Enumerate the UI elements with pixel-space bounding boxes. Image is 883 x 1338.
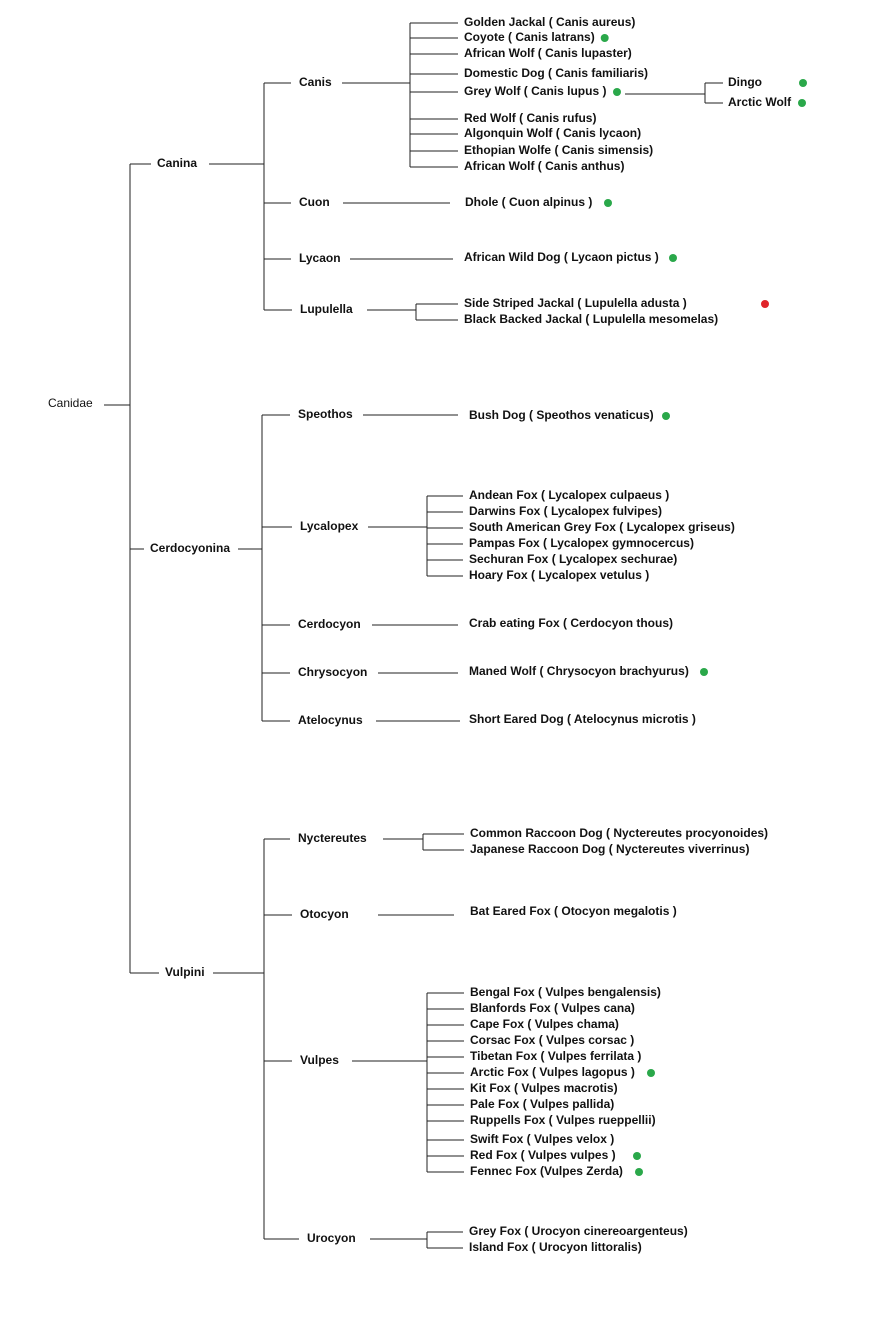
genus-lycaon-label: Lycaon (299, 251, 341, 266)
genus-urocyon-label: Urocyon (307, 1231, 356, 1246)
species-coyote-label: Coyote ( Canis latrans) (464, 30, 595, 45)
genus-canis-label: Canis (299, 75, 332, 90)
species-golden-jackal-label: Golden Jackal ( Canis aureus) (464, 15, 636, 30)
subspecies-dingo-label: Dingo (728, 75, 762, 90)
species-blanfords-fox-label: Blanfords Fox ( Vulpes cana) (470, 1001, 635, 1016)
species-african-wild-dog-green-status-dot (669, 254, 677, 262)
species-darwins-fox-label: Darwins Fox ( Lycalopex fulvipes) (469, 504, 662, 519)
species-african-wolf-label: African Wolf ( Canis anthus) (464, 159, 625, 174)
genus-lycalopex-label: Lycalopex (300, 519, 359, 534)
genus-chrysocyon-label: Chrysocyon (298, 665, 368, 680)
species-corsac-fox-label: Corsac Fox ( Vulpes corsac ) (470, 1033, 635, 1048)
species-japanese-raccoon-dog-label: Japanese Raccoon Dog ( Nyctereutes viverrinus) (470, 842, 750, 857)
species-swift-fox-label: Swift Fox ( Vulpes velox ) (470, 1132, 615, 1147)
species-african-wolf-label: African Wolf ( Canis lupaster) (464, 46, 632, 61)
species-fennec-fox-green-status-dot (635, 1168, 643, 1176)
genus-vulpes-label: Vulpes (300, 1053, 339, 1068)
genus-cuon-label: Cuon (299, 195, 330, 210)
species-cape-fox-label: Cape Fox ( Vulpes chama) (470, 1017, 619, 1032)
species-dhole-green-status-dot (604, 199, 612, 207)
species-side-striped-jackal-red-status-dot (761, 300, 769, 308)
species-ruppells-fox-label: Ruppells Fox ( Vulpes rueppellii) (470, 1113, 656, 1128)
species-algonquin-wolf-label: Algonquin Wolf ( Canis lycaon) (464, 126, 642, 141)
species-arctic-fox-green-status-dot (647, 1069, 655, 1077)
species-sechuran-fox-label: Sechuran Fox ( Lycalopex sechurae) (469, 552, 678, 567)
subspecies-dingo-green-status-dot (799, 79, 807, 87)
species-african-wild-dog-label: African Wild Dog ( Lycaon pictus ) (464, 250, 659, 265)
species-black-backed-jackal-label: Black Backed Jackal ( Lupulella mesomelas) (464, 312, 719, 327)
species-south-american-grey-fox-label: South American Grey Fox ( Lycalopex griseus) (469, 520, 735, 535)
species-domestic-dog-label: Domestic Dog ( Canis familiaris) (464, 66, 649, 81)
genus-cerdocyon-label: Cerdocyon (298, 617, 361, 632)
species-maned-wolf-green-status-dot (700, 668, 708, 676)
subtribe-vulpini-label: Vulpini (165, 965, 205, 980)
species-pampas-fox-label: Pampas Fox ( Lycalopex gymnocercus) (469, 536, 694, 551)
species-red-wolf-label: Red Wolf ( Canis rufus) (464, 111, 597, 126)
species-crab-eating-fox-label: Crab eating Fox ( Cerdocyon thous) (469, 616, 674, 631)
species-kit-fox-label: Kit Fox ( Vulpes macrotis) (470, 1081, 618, 1096)
genus-speothos-label: Speothos (298, 407, 353, 422)
root-label: Canidae (48, 396, 93, 411)
subspecies-arctic-wolf-green-status-dot (798, 99, 806, 107)
subtribe-cerdocyonina-label: Cerdocyonina (150, 541, 231, 556)
species-andean-fox-label: Andean Fox ( Lycalopex culpaeus ) (469, 488, 670, 503)
species-bush-dog-green-status-dot (662, 412, 670, 420)
species-coyote-green-status-dot (601, 34, 609, 42)
species-grey-wolf-label: Grey Wolf ( Canis lupus ) (464, 84, 607, 99)
species-hoary-fox-label: Hoary Fox ( Lycalopex vetulus ) (469, 568, 650, 583)
species-ethopian-wolfe-label: Ethopian Wolfe ( Canis simensis) (464, 143, 654, 158)
genus-lupulella-label: Lupulella (300, 302, 353, 317)
species-short-eared-dog-label: Short Eared Dog ( Atelocynus microtis ) (469, 712, 696, 727)
species-bengal-fox-label: Bengal Fox ( Vulpes bengalensis) (470, 985, 661, 1000)
species-island-fox-label: Island Fox ( Urocyon littoralis) (469, 1240, 642, 1255)
species-grey-wolf-green-status-dot (613, 88, 621, 96)
genus-otocyon-label: Otocyon (300, 907, 349, 922)
subspecies-arctic-wolf-label: Arctic Wolf (728, 95, 792, 110)
species-arctic-fox-label: Arctic Fox ( Vulpes lagopus ) (470, 1065, 635, 1080)
species-red-fox-label: Red Fox ( Vulpes vulpes ) (470, 1148, 616, 1163)
species-side-striped-jackal-label: Side Striped Jackal ( Lupulella adusta ) (464, 296, 687, 311)
species-bat-eared-fox-label: Bat Eared Fox ( Otocyon megalotis ) (470, 904, 677, 919)
species-grey-fox-label: Grey Fox ( Urocyon cinereoargenteus) (469, 1224, 688, 1239)
species-pale-fox-label: Pale Fox ( Vulpes pallida) (470, 1097, 615, 1112)
genus-atelocynus-label: Atelocynus (298, 713, 363, 728)
genus-nyctereutes-label: Nyctereutes (298, 831, 367, 846)
species-common-raccoon-dog-label: Common Raccoon Dog ( Nyctereutes procyonoides) (470, 826, 769, 841)
species-bush-dog-label: Bush Dog ( Speothos venaticus) (469, 408, 654, 423)
subtribe-canina-label: Canina (157, 156, 198, 171)
species-fennec-fox-label: Fennec Fox (Vulpes Zerda) (470, 1164, 623, 1179)
species-red-fox-green-status-dot (633, 1152, 641, 1160)
species-dhole-label: Dhole ( Cuon alpinus ) (465, 195, 593, 210)
species-tibetan-fox-label: Tibetan Fox ( Vulpes ferrilata ) (470, 1049, 642, 1064)
species-maned-wolf-label: Maned Wolf ( Chrysocyon brachyurus) (469, 664, 689, 679)
